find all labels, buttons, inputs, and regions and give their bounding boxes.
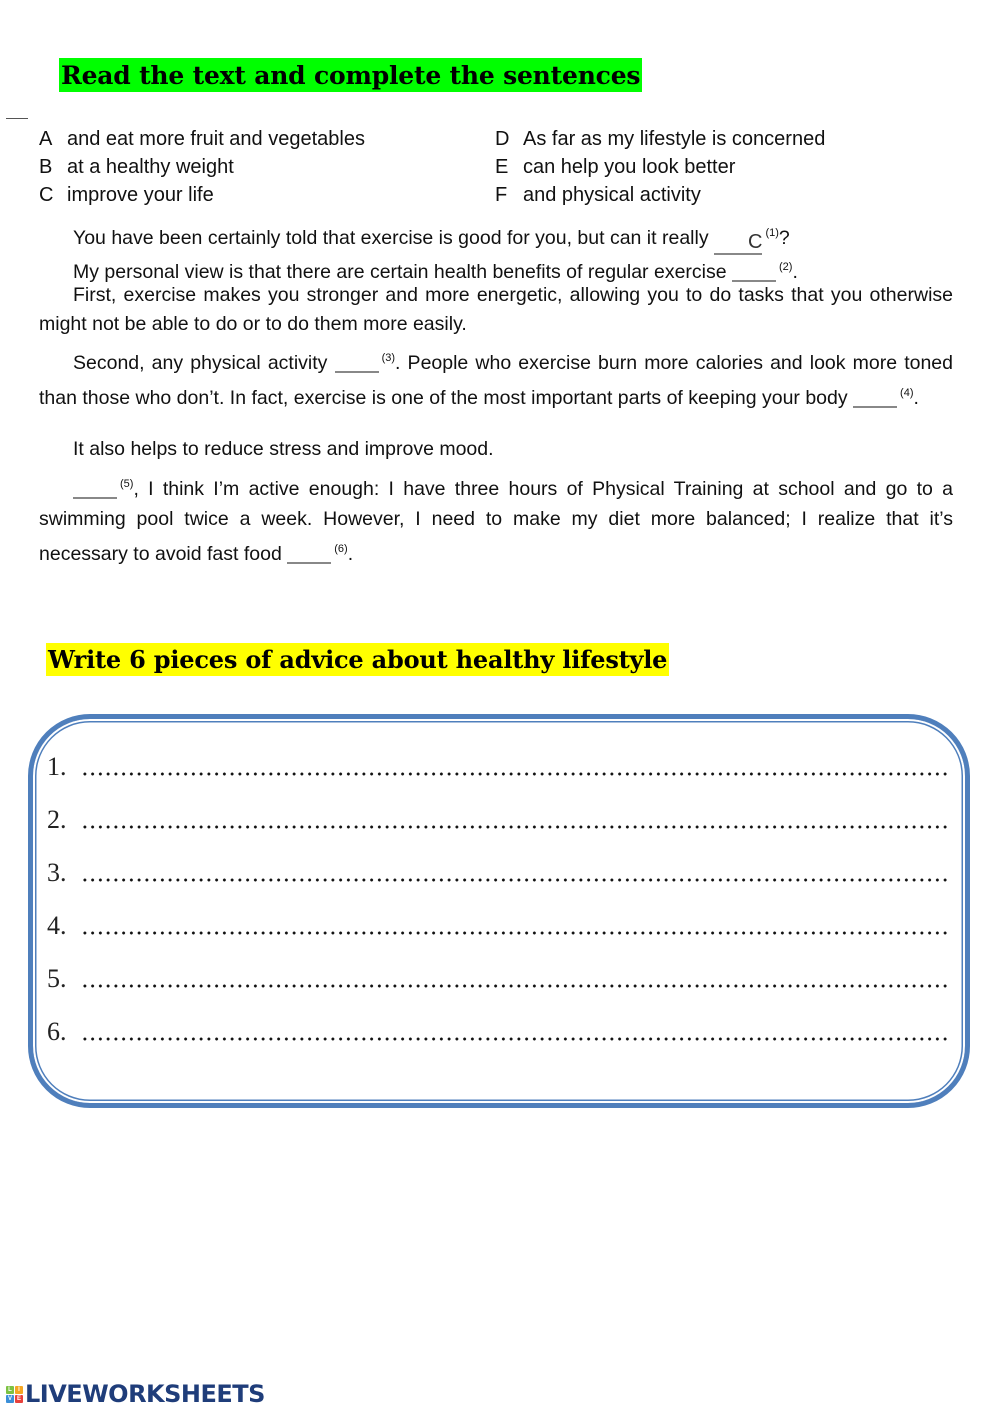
passage-text: My personal view is that there are certain health benefits of regular exercise — [73, 261, 733, 283]
passage-sentence-1 — [39, 219, 953, 255]
liveworksheets-logo — [6, 1381, 265, 1407]
passage-text: . — [792, 261, 798, 283]
exercise2-heading-text: Write 6 pieces of advice about healthy lifestyle — [48, 644, 668, 674]
advice-input-3[interactable] — [81, 877, 947, 883]
blank-ref-2: (2) — [779, 261, 793, 273]
logo-letter: V — [7, 1395, 12, 1402]
option-c — [39, 181, 365, 209]
logo-text: LIVEWORKSHEETS — [25, 1380, 265, 1408]
passage-text: . People who exercise burn more calories and look more toned than those who don’t. In fact, exercise is one of the most important parts of keeping your body — [39, 352, 953, 409]
advice-number: 6. — [47, 1017, 67, 1046]
blank-ref-3: (3) — [381, 352, 396, 364]
answer-blank-1[interactable]: C — [714, 231, 762, 255]
advice-line-4[interactable] — [47, 911, 947, 941]
answer-blank-6[interactable] — [287, 540, 331, 564]
option-b — [39, 153, 365, 181]
option-f — [495, 181, 825, 209]
advice-line-2[interactable] — [47, 805, 947, 835]
option-text: can help you look better — [523, 156, 736, 178]
blank-ref-5: (5) — [120, 478, 134, 490]
passage-text: . — [347, 543, 354, 565]
advice-number: 3. — [47, 858, 67, 887]
passage-text: , I think I’m active enough: I have three hours of Physical Training at school and go to a swimming pool twice a week. However, I need to make my diet more balanced; I realize that it’s necessary to avoid fast food — [39, 478, 953, 565]
passage-paragraph-first — [39, 281, 953, 339]
edge-mark — [6, 118, 28, 119]
option-text: at a healthy weight — [67, 156, 234, 178]
option-a — [39, 125, 365, 153]
option-letter: F — [495, 184, 508, 206]
option-letter: C — [39, 184, 54, 206]
blank-ref-6: (6) — [334, 543, 348, 555]
logo-letter: I — [15, 1386, 23, 1394]
advice-line-1[interactable] — [47, 752, 947, 782]
advice-number: 1. — [47, 752, 67, 781]
passage-paragraph-stress — [39, 435, 953, 464]
option-text: improve your life — [67, 184, 214, 206]
advice-number: 2. — [47, 805, 67, 834]
option-d — [495, 125, 825, 153]
advice-number: 5. — [47, 964, 67, 993]
advice-line-6[interactable] — [47, 1017, 947, 1047]
advice-input-4[interactable] — [81, 930, 947, 936]
advice-input-2[interactable] — [81, 824, 947, 830]
blank-ref-1: (1) — [765, 227, 779, 239]
options-list-left — [39, 125, 365, 209]
exercise1-heading-text: Read the text and complete the sentences — [61, 60, 641, 90]
advice-input-6[interactable] — [81, 1036, 947, 1042]
option-letter: E — [495, 156, 509, 178]
logo-icon — [6, 1386, 23, 1403]
option-e — [495, 153, 825, 181]
advice-line-5[interactable] — [47, 964, 947, 994]
advice-line-3[interactable] — [47, 858, 947, 888]
exercise2-heading — [46, 643, 669, 676]
option-letter: B — [39, 156, 53, 178]
exercise1-heading — [59, 58, 642, 92]
answer-blank-4[interactable] — [853, 384, 897, 408]
answer-blank-2[interactable] — [732, 258, 776, 282]
answer-blank-3[interactable] — [335, 349, 379, 373]
passage-text: You have been certainly told that exercise is good for you, but can it really — [73, 227, 714, 249]
advice-number: 4. — [47, 911, 67, 940]
advice-input-1[interactable] — [81, 771, 947, 777]
answer-blank-5[interactable] — [73, 475, 117, 499]
option-letter: A — [39, 128, 53, 150]
passage-text: It also helps to reduce stress and improve mood. — [73, 438, 494, 460]
logo-letter: E — [16, 1395, 21, 1402]
passage-text: First, exercise makes you stronger and more energetic, allowing you to do tasks that you otherwise might not be able to do or to do them more easily. — [39, 284, 953, 335]
logo-letter: L — [6, 1386, 14, 1394]
option-text: As far as my lifestyle is concerned — [523, 128, 826, 150]
passage-paragraph-second — [39, 343, 953, 413]
advice-input-5[interactable] — [81, 983, 947, 989]
passage-text: Second, any physical activity — [73, 352, 335, 374]
passage-text: ? — [778, 227, 790, 249]
options-list-right — [495, 125, 825, 209]
option-text: and physical activity — [523, 184, 701, 206]
passage-text: . — [913, 387, 919, 409]
option-letter: D — [495, 128, 510, 150]
blank-ref-4: (4) — [900, 387, 914, 399]
option-text: and eat more fruit and vegetables — [67, 128, 365, 150]
passage-paragraph-lifestyle — [39, 469, 953, 569]
